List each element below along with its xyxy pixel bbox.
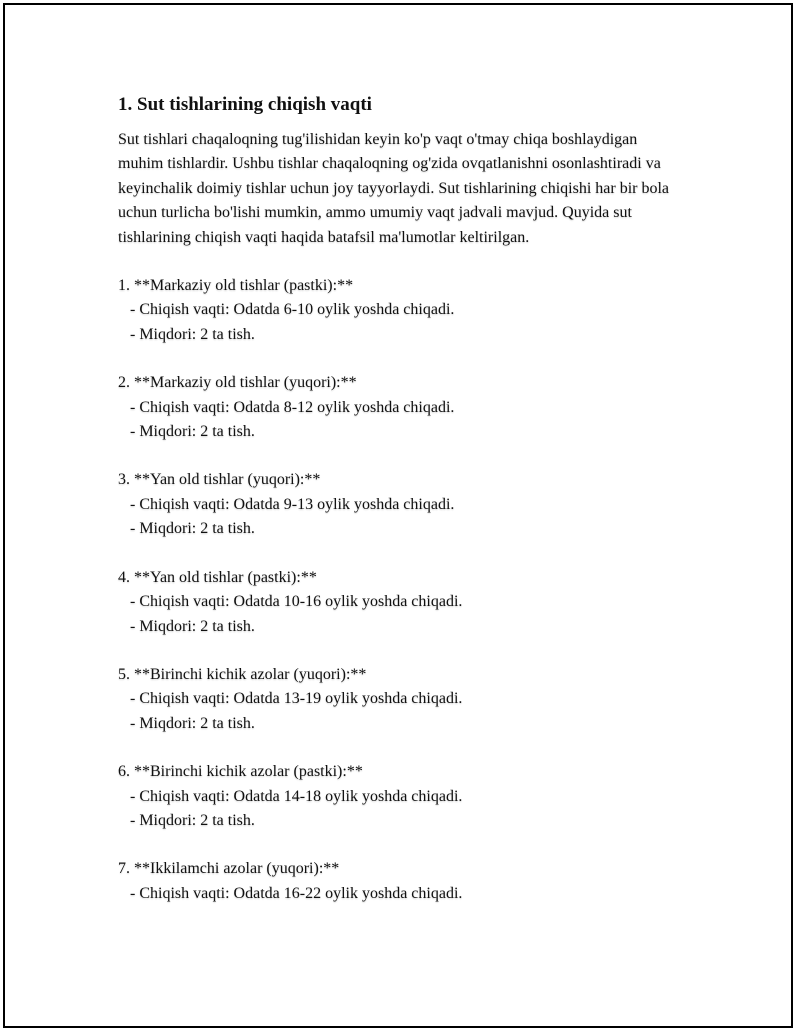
item-count: - Miqdori: 2 ta tish. [118,520,255,538]
list-item [118,274,678,347]
item-heading: 3. **Yan old tishlar (yuqori):** [118,471,321,489]
item-time: - Chiqish vaqti: Odatda 9-13 oylik yoshda chiqadi. [118,495,455,513]
document-body [118,92,678,930]
item-count: - Miqdori: 2 ta tish. [118,811,255,829]
item-heading: 1. **Markaziy old tishlar (pastki):** [118,277,354,295]
item-time: - Chiqish vaqti: Odatda 13-19 oylik yoshda chiqadi. [118,690,463,708]
item-heading: 5. **Birinchi kichik azolar (yuqori):** [118,665,367,683]
item-heading: 4. **Yan old tishlar (pastki):** [118,568,317,586]
list-item [118,468,678,541]
item-heading: 6. **Birinchi kichik azolar (pastki):** [118,763,363,781]
section-title: 1. Sut tishlarining chiqish vaqti [118,94,372,115]
list-item [118,760,678,833]
item-time: - Chiqish vaqti: Odatda 16-22 oylik yoshda chiqadi. [118,884,463,902]
item-time: - Chiqish vaqti: Odatda 14-18 oylik yoshda chiqadi. [118,787,463,805]
item-count: - Miqdori: 2 ta tish. [118,423,255,441]
list-item [118,566,678,639]
list-item [118,371,678,444]
item-count: - Miqdori: 2 ta tish. [118,714,255,732]
item-time: - Chiqish vaqti: Odatda 10-16 oylik yoshda chiqadi. [118,593,463,611]
item-heading: 7. **Ikkilamchi azolar (yuqori):** [118,860,340,878]
list-item [118,663,678,736]
intro-paragraph: Sut tishlari chaqaloqning tug'ilishidan keyin ko'p vaqt o'tmay chiqa boshlaydigan muhim tishlardir. Ushbu tishlar chaqaloqning og'zida ovqatlanishni osonlashtiradi va keyinchalik doimiy tishlar uchun joy tayyorlaydi. Sut tishlarining chiqishi har bir bola uchun turlicha bo'lishi mumkin, ammo umumiy vaqt jadvali mavjud. Quyida sut tishlarining chiqish vaqti haqida batafsil ma'lumotlar keltirilgan. [118,131,670,246]
teeth-list [118,274,678,906]
item-count: - Miqdori: 2 ta tish. [118,617,255,635]
item-time: - Chiqish vaqti: Odatda 8-12 oylik yoshda chiqadi. [118,398,455,416]
item-count: - Miqdori: 2 ta tish. [118,325,255,343]
list-item [118,857,678,906]
item-heading: 2. **Markaziy old tishlar (yuqori):** [118,374,357,392]
item-time: - Chiqish vaqti: Odatda 6-10 oylik yoshda chiqadi. [118,301,455,319]
